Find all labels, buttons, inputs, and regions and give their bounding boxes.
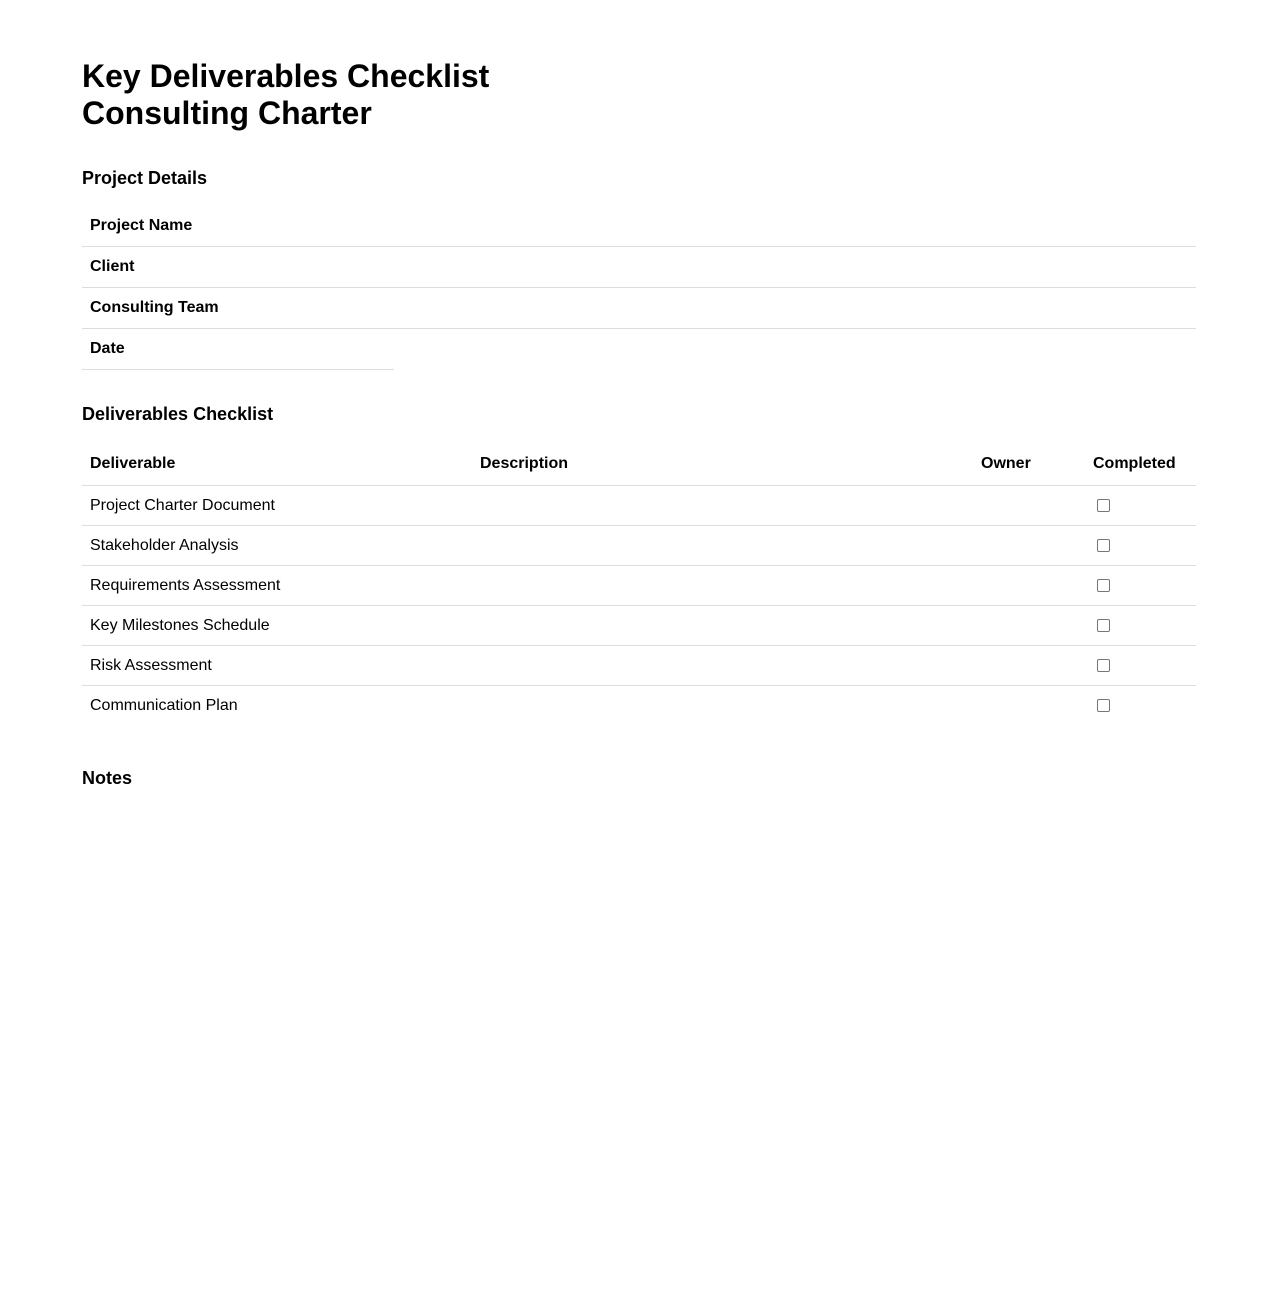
completed-checkbox[interactable]: [1097, 619, 1110, 632]
table-row: [82, 686, 1196, 726]
description-cell[interactable]: [472, 486, 973, 526]
description-cell[interactable]: [472, 646, 973, 686]
completed-cell: [1085, 606, 1196, 646]
completed-checkbox[interactable]: [1097, 659, 1110, 672]
detail-value[interactable]: [394, 247, 1196, 288]
table-row: [82, 526, 1196, 566]
page-title: [82, 58, 1196, 132]
detail-label: Project Name: [82, 206, 394, 247]
completed-checkbox[interactable]: [1097, 539, 1110, 552]
owner-cell[interactable]: [973, 686, 1085, 726]
document: [82, 0, 1196, 789]
completed-cell: [1085, 646, 1196, 686]
owner-cell[interactable]: [973, 646, 1085, 686]
owner-cell[interactable]: [973, 526, 1085, 566]
completed-cell: [1085, 566, 1196, 606]
deliverable-name: Requirements Assessment: [82, 566, 472, 606]
title-line-2: Consulting Charter: [82, 95, 372, 131]
detail-row: [82, 206, 1196, 247]
deliverables-heading: Deliverables Checklist: [82, 404, 274, 424]
detail-label: Consulting Team: [82, 288, 394, 329]
col-deliverable: Deliverable: [82, 443, 472, 486]
deliverable-name: Communication Plan: [90, 696, 238, 714]
description-cell[interactable]: [472, 606, 973, 646]
completed-checkbox[interactable]: [1097, 499, 1110, 512]
table-header-row: [82, 443, 1196, 486]
detail-value[interactable]: [394, 329, 1196, 370]
completed-checkbox[interactable]: [1097, 699, 1110, 712]
table-row: [82, 606, 1196, 646]
detail-value[interactable]: [394, 288, 1196, 329]
owner-cell[interactable]: [973, 566, 1085, 606]
description-cell[interactable]: [472, 526, 973, 566]
deliverable-name: Stakeholder Analysis: [82, 526, 472, 566]
detail-row: [82, 247, 1196, 288]
deliverable-name: Risk Assessment: [82, 646, 472, 686]
project-details-table: [82, 206, 1196, 370]
table-row: [82, 566, 1196, 606]
owner-cell[interactable]: [973, 486, 1085, 526]
deliverable-name: Project Charter Document: [82, 486, 472, 526]
col-owner: Owner: [973, 443, 1085, 486]
deliverables-table: [82, 443, 1196, 725]
completed-cell: [1085, 486, 1196, 526]
completed-cell: [1085, 686, 1196, 726]
col-completed: Completed: [1085, 443, 1196, 486]
table-row: [82, 486, 1196, 526]
notes-heading: Notes: [82, 768, 133, 788]
description-cell[interactable]: [472, 686, 973, 726]
detail-row: [82, 288, 1196, 329]
col-description: Description: [472, 443, 973, 486]
completed-cell: [1085, 526, 1196, 566]
owner-cell[interactable]: [973, 606, 1085, 646]
detail-row: [82, 329, 1196, 370]
completed-checkbox[interactable]: [1097, 579, 1110, 592]
detail-label: Client: [82, 247, 394, 288]
description-cell[interactable]: [472, 566, 973, 606]
deliverable-name: Key Milestones Schedule: [82, 606, 472, 646]
detail-value[interactable]: [394, 206, 1196, 247]
project-details-heading: Project Details: [82, 168, 208, 188]
table-row: [82, 646, 1196, 686]
detail-label: Date: [82, 329, 394, 370]
title-line-1: Key Deliverables Checklist: [82, 58, 490, 94]
